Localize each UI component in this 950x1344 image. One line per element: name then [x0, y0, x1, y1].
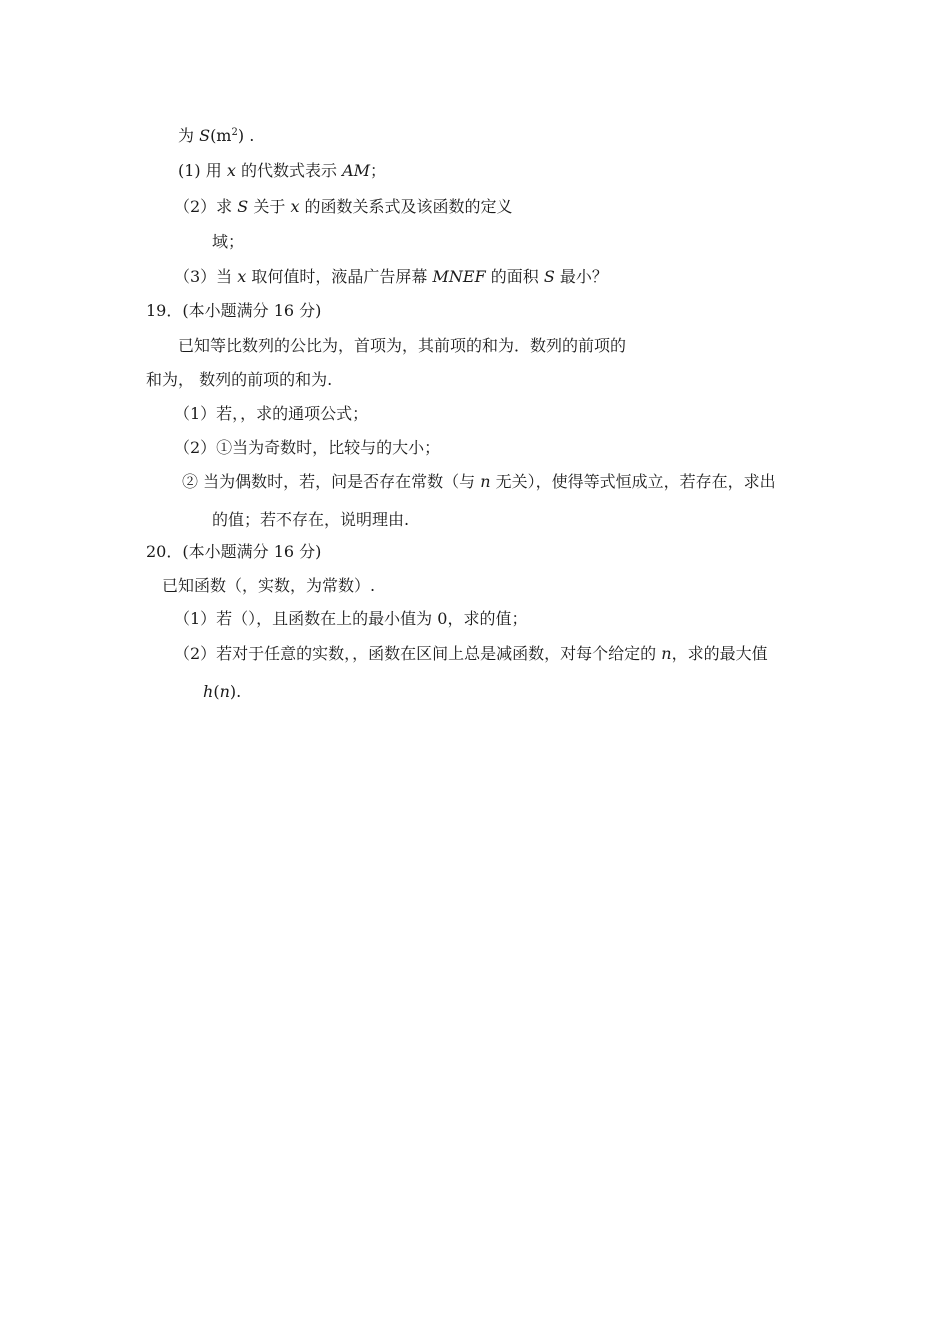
question-20-stem — [162, 576, 375, 596]
math-var: MNEF — [432, 267, 486, 286]
question-19-heading — [146, 301, 321, 321]
text-segment: （2）①当为奇数时，比较与的大小； — [174, 438, 441, 457]
text-segment: 和为， 数列的前项的和为. — [146, 370, 333, 389]
question-20-heading — [146, 542, 321, 562]
question-part-3 — [174, 267, 608, 287]
text-segment: （3）当 — [174, 267, 238, 286]
text-segment: ，求的最大值 — [671, 644, 768, 663]
text-segment: 的值；若不存在，说明理由. — [212, 510, 410, 529]
question-19-stem — [178, 336, 626, 356]
text-segment: 已知等比数列的公比为，首项为，其前项的和为．数列的前项的 — [178, 336, 627, 355]
text-segment: 的函数关系式及该函数的定义 — [299, 197, 513, 216]
text-segment: (m — [210, 126, 232, 145]
text-segment: 的面积 — [485, 267, 544, 286]
question-20-part-2-cont — [203, 682, 241, 702]
line-area-unit — [178, 126, 254, 146]
question-19-part-2-ii — [182, 472, 776, 492]
text-segment: (1) 用 — [178, 161, 227, 180]
question-20-part-1 — [174, 609, 527, 629]
math-var: S — [237, 197, 249, 216]
question-part-1 — [178, 161, 386, 181]
superscript: 2 — [231, 127, 238, 138]
math-var: S — [543, 267, 555, 286]
question-19-stem-cont — [146, 370, 332, 390]
text-segment: 已知函数（，实数，为常数）. — [162, 576, 376, 595]
text-segment: 的代数式表示 — [235, 161, 343, 180]
question-19-part-2-ii-cont — [212, 510, 409, 530]
math-var: x — [226, 161, 236, 180]
text-segment: 19．(本小题满分 16 分) — [146, 301, 322, 320]
text-segment: 最小？ — [554, 267, 608, 286]
text-segment: （1）若，，求的通项公式； — [174, 404, 369, 423]
text-segment: 域； — [212, 232, 245, 251]
math-var: n — [219, 682, 230, 701]
math-var: x — [237, 267, 247, 286]
text-segment: 为 — [178, 126, 200, 145]
text-segment: 20．(本小题满分 16 分) — [146, 542, 322, 561]
math-var: n — [480, 472, 491, 491]
text-segment: 关于 — [248, 197, 291, 216]
text-segment: （2）求 — [174, 197, 238, 216]
text-segment: 取何值时，液晶广告屏幕 — [246, 267, 433, 286]
text-segment: （2）若对于任意的实数，，函数在区间上总是减函数，对每个给定的 — [174, 644, 662, 663]
text-segment: ). — [229, 682, 242, 701]
question-19-part-1 — [174, 404, 368, 424]
question-19-part-2 — [174, 438, 440, 458]
text-segment: ② 当为偶数时，若，问是否存在常数（与 — [182, 472, 481, 491]
text-segment: ) . — [237, 126, 255, 145]
math-var: S — [199, 126, 211, 145]
math-var: h — [203, 682, 214, 701]
math-var: x — [290, 197, 300, 216]
math-var: AM — [342, 161, 370, 180]
text-segment: 无关），使得等式恒成立，若存在，求出 — [490, 472, 776, 491]
math-var: n — [661, 644, 672, 663]
text-segment: （1）若（），且函数在上的最小值为 0，求的值； — [174, 609, 528, 628]
question-part-2-cont — [212, 232, 244, 252]
question-part-2 — [174, 197, 513, 217]
text-segment: ； — [370, 161, 387, 180]
question-20-part-2 — [174, 644, 768, 664]
text-segment: ( — [213, 682, 220, 701]
